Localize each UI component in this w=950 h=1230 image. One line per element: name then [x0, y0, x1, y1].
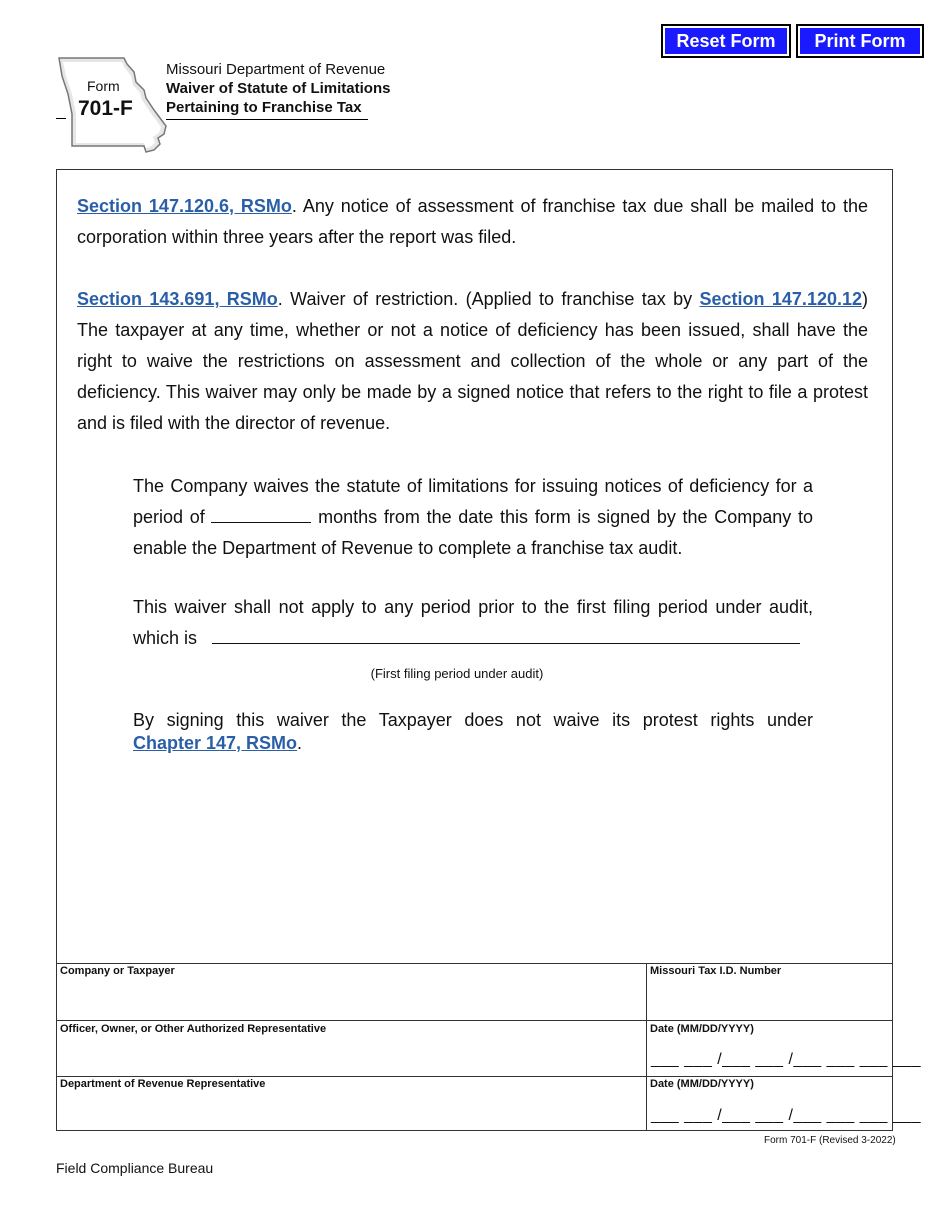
form-title-line1: Waiver of Statute of Limitations — [166, 80, 391, 97]
reset-form-button[interactable]: Reset Form — [661, 24, 791, 58]
p1-text: . Any notice of assessment of franchise tax due shall be mailed to the corporation within three years after the report was filed. — [77, 196, 868, 247]
w1-text-a: The Company waives the statute of limitations for issuing notices of deficiency for a period of — [133, 476, 813, 527]
table-row-rule-2 — [56, 1076, 893, 1077]
protest-rights-paragraph — [133, 709, 813, 755]
section-147-120-12-link[interactable]: Section 147.120.12 — [699, 289, 862, 309]
dor-rep-label: Department of Revenue Representative — [60, 1078, 266, 1090]
officer-date-label: Date (MM/DD/YYYY) — [650, 1023, 754, 1035]
table-row-rule-1 — [56, 1020, 893, 1021]
p2-text-a: . Waiver of restriction. (Applied to franchise tax by — [277, 289, 700, 309]
w3-end: . — [297, 733, 303, 753]
tax-id-field[interactable] — [648, 980, 891, 1018]
table-top-rule — [56, 963, 893, 964]
waiver-paragraph — [133, 471, 813, 564]
header-rule — [166, 119, 368, 120]
form-revision: Form 701-F (Revised 3-2022) — [764, 1135, 896, 1146]
first-filing-period-input[interactable] — [212, 623, 800, 644]
company-label: Company or Taxpayer — [60, 965, 175, 977]
tax-id-label: Missouri Tax I.D. Number — [650, 965, 782, 977]
w2-text-a: This waiver shall not apply to any period prior to the first filing period under audit, — [133, 597, 813, 617]
department-name: Missouri Department of Revenue — [166, 61, 386, 78]
officer-label: Officer, Owner, or Other Authorized Representative — [60, 1023, 327, 1035]
officer-field[interactable] — [58, 1037, 644, 1074]
dor-date-label: Date (MM/DD/YYYY) — [650, 1078, 754, 1090]
dor-rep-field[interactable] — [58, 1093, 644, 1129]
statute-paragraph-1 — [77, 191, 868, 253]
section-147-120-6-link[interactable]: Section 147.120.6, RSMo — [77, 196, 292, 216]
logo-dash — [56, 118, 66, 119]
w2-text-b: which is — [133, 628, 198, 648]
chapter-147-link[interactable]: Chapter 147, RSMo — [133, 733, 298, 753]
officer-date-field[interactable]: ___ ___ /___ ___ /___ ___ ___ ___ — [651, 1051, 922, 1068]
p2-text-b: ) The taxpayer at any time, whether or not a notice of deficiency has been issued, shall have the right to waive the restrictions on assessment and collection of the whole or any part of the deficiency. This waiver may only be made by a signed notice that refers to the right to file a protest and is filed with the director of revenue. — [77, 289, 868, 433]
section-143-691-link[interactable]: Section 143.691, RSMo — [77, 289, 278, 309]
w1-text-b: months from the date this form is signed by the Company to enable the Department of Revenue to complete a franchise tax audit. — [133, 507, 813, 558]
company-field[interactable] — [58, 980, 644, 1018]
dor-date-field[interactable]: ___ ___ /___ ___ /___ ___ ___ ___ — [651, 1107, 922, 1124]
table-column-divider — [646, 963, 647, 1131]
statute-paragraph-2 — [77, 284, 868, 439]
months-input[interactable] — [211, 502, 311, 523]
filing-period-paragraph — [133, 592, 813, 654]
w3-text: By signing this waiver the Taxpayer does not waive its protest rights under — [133, 710, 813, 730]
bureau-name: Field Compliance Bureau — [56, 1160, 214, 1176]
first-filing-period-caption: (First filing period under audit) — [370, 666, 544, 681]
form-label: Form — [87, 78, 120, 94]
print-form-button[interactable]: Print Form — [796, 24, 924, 58]
form-title-line2: Pertaining to Franchise Tax — [166, 99, 362, 116]
form-number: 701-F — [78, 97, 133, 120]
